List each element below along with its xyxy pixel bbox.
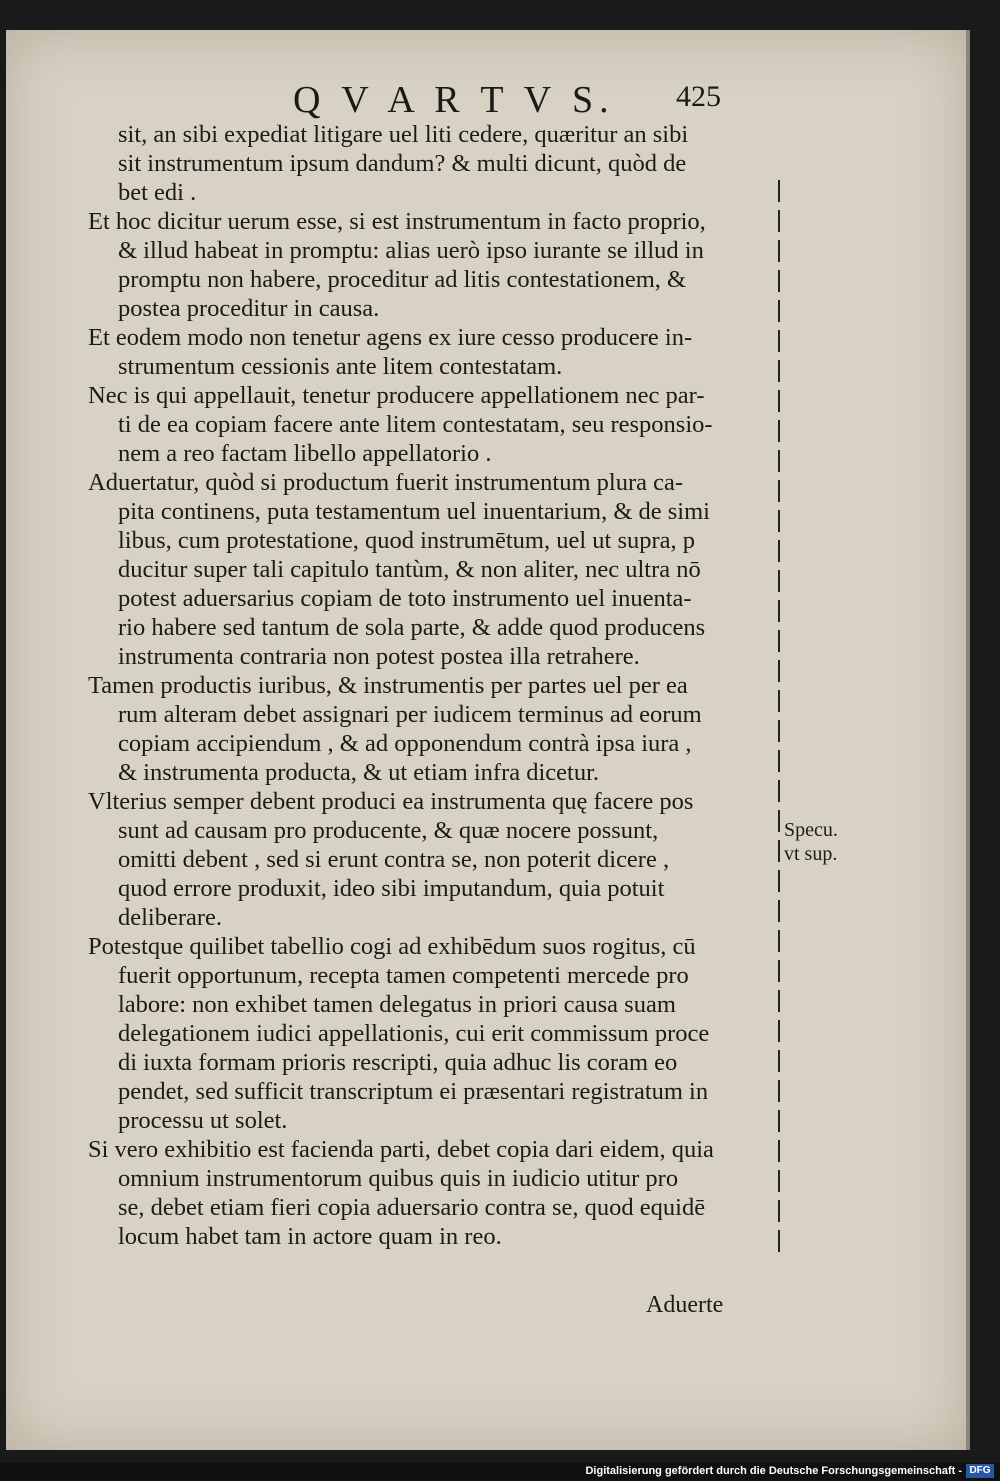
text-line: Et eodem modo non tenetur agens ex iure cesso producere in- — [88, 324, 693, 351]
marginal-note-line: Specu. — [784, 819, 838, 841]
book-page — [6, 30, 966, 1450]
dfg-logo-icon: DFG — [966, 1464, 994, 1478]
text-line: deliberare. — [118, 904, 223, 931]
paragraph — [88, 932, 778, 1135]
marginal-note-line: vt sup. — [784, 843, 838, 865]
margin-rule — [778, 180, 780, 1260]
text-line: postea proceditur in causa. — [118, 295, 380, 322]
text-line: sit instrumentum ipsum dandum? & multi dicunt, quòd de — [118, 150, 687, 177]
text-line: instrumenta contraria non potest postea illa retrahere. — [118, 643, 640, 670]
paragraph — [88, 468, 778, 671]
text-line: delegationem iudici appellationis, cui erit commissum proce — [118, 1020, 710, 1047]
marginal-note — [784, 818, 838, 866]
text-line: labore: non exhibet tamen delegatus in priori causa suam — [118, 991, 676, 1018]
text-line: & illud habeat in promptu: alias uerò ipso iurante se illud in — [118, 237, 704, 264]
text-line: promptu non habere, proceditur ad litis contestationem, & — [118, 266, 687, 293]
paragraph — [88, 207, 778, 323]
running-head: Q V A R T V S. — [293, 79, 615, 121]
funding-credit: Digitalisierung gefördert durch die Deutsche Forschungsgemeinschaft - — [585, 1465, 962, 1477]
catchword: Aduerte — [646, 1292, 724, 1318]
text-line: Vlterius semper debent produci ea instrumenta quę facere pos — [88, 788, 694, 815]
text-line: sunt ad causam pro producente, & quæ nocere possunt, — [118, 817, 659, 844]
text-line: locum habet tam in actore quam in reo. — [118, 1223, 502, 1250]
text-line: quod errore produxit, ideo sibi imputandum, quia potuit — [118, 875, 665, 902]
text-line: Aduertatur, quòd si productum fuerit instrumentum plura ca- — [88, 469, 684, 496]
text-line: ducitur super tali capitulo tantùm, & non aliter, nec ultra nō — [118, 556, 701, 583]
paragraph — [88, 120, 778, 207]
text-line: Nec is qui appellauit, tenetur producere appellationem nec par- — [88, 382, 705, 409]
text-line: copiam accipiendum , & ad opponendum contrà ipsa iura , — [118, 730, 692, 757]
text-line: nem a reo factam libello appellatorio . — [118, 440, 492, 467]
text-line: Et hoc dicitur uerum esse, si est instrumentum in facto proprio, — [88, 208, 706, 235]
text-line: Si vero exhibitio est facienda parti, debet copia dari eidem, quia — [88, 1136, 714, 1163]
text-line: bet edi . — [118, 179, 197, 206]
text-line: rio habere sed tantum de sola parte, & adde quod producens — [118, 614, 706, 641]
text-line: Tamen productis iuribus, & instrumentis per partes uel per ea — [88, 672, 688, 699]
text-line: rum alteram debet assignari per iudicem terminus ad eorum — [118, 701, 702, 728]
page-edge — [966, 30, 970, 1450]
text-line: fuerit opportunum, recepta tamen competenti mercede pro — [118, 962, 689, 989]
text-line: ti de ea copiam facere ante litem contestatam, seu responsio- — [118, 411, 713, 438]
text-line: di iuxta formam prioris rescripti, quia adhuc lis coram eo — [118, 1049, 678, 1076]
page-number: 425 — [676, 80, 721, 113]
text-line: processu ut solet. — [118, 1107, 288, 1134]
text-line: omitti debent , sed si erunt contra se, non poterit dicere , — [118, 846, 670, 873]
text-block — [88, 120, 778, 1251]
text-line: se, debet etiam fieri copia aduersario contra se, quod equidē — [118, 1194, 706, 1221]
text-line: omnium instrumentorum quibus quis in iudicio utitur pro — [118, 1165, 679, 1192]
text-line: Potestque quilibet tabellio cogi ad exhibēdum suos rogitus, cū — [88, 933, 696, 960]
text-line: strumentum cessionis ante litem contestatam. — [118, 353, 563, 380]
text-line: pendet, sed sufficit transcriptum ei præsentari registratum in — [118, 1078, 709, 1105]
text-line: potest aduersarius copiam de toto instrumento uel inuenta- — [118, 585, 692, 612]
text-line: pita continens, puta testamentum uel inuentarium, & de simi — [118, 498, 710, 525]
text-line: libus, cum protestatione, quod instrumētum, uel ut supra, p — [118, 527, 696, 554]
paragraph — [88, 323, 778, 381]
text-line: & instrumenta producta, & ut etiam infra dicetur. — [118, 759, 600, 786]
paragraph — [88, 381, 778, 468]
paragraph — [88, 671, 778, 787]
text-line: sit, an sibi expediat litigare uel liti cedere, quæritur an sibi — [118, 121, 689, 148]
paragraph — [88, 787, 778, 932]
footer-bar — [0, 1463, 1000, 1481]
paragraph — [88, 1135, 778, 1251]
